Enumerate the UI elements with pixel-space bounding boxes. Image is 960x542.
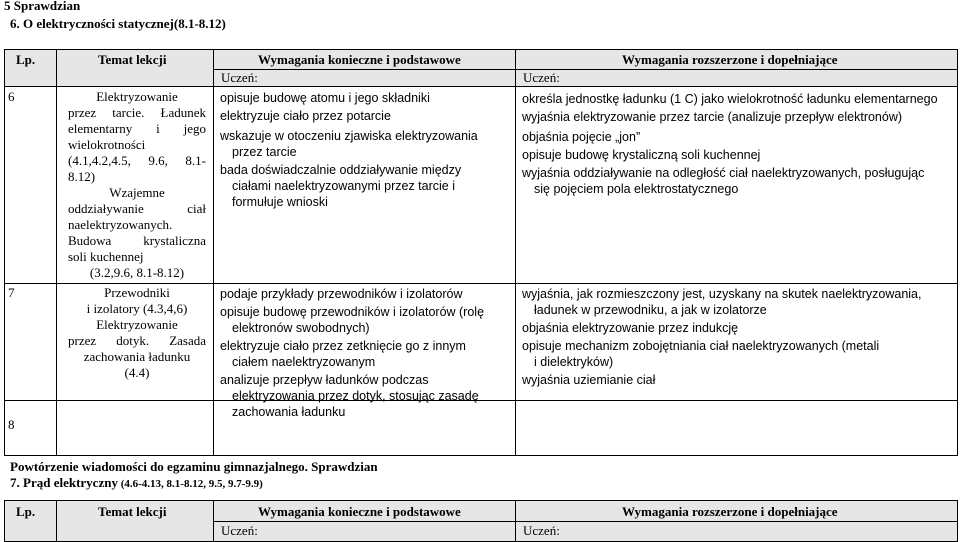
col-extended-header-2: Wymagania rozszerzone i dopełniające xyxy=(622,504,838,519)
requirement-item: elektryzuje ciało przez potarcie xyxy=(220,109,391,123)
requirement-item: elektryzuje ciało przez zetknięcie go z innym xyxy=(220,339,466,353)
chapter-7-refs: (4.6-4.13, 8.1-8.12, 9.5, 9.7-9.9) xyxy=(117,478,263,490)
requirement-item-cont: przez tarcie xyxy=(232,145,297,159)
requirement-item: opisuje budowę atomu i jego składniki xyxy=(220,91,430,105)
row-7-topic-line: i izolatory (4.3,4,6) xyxy=(86,301,188,316)
row-6-topic-line: Budowa krystaliczna xyxy=(68,233,206,248)
chapter-7-heading xyxy=(10,475,263,491)
row-6-topic-line: (3.2,9.6, 8.1-8.12) xyxy=(89,265,185,280)
row-6-topic-line: naelektryzowanych. xyxy=(68,217,173,232)
col-extended-header: Wymagania rozszerzone i dopełniające xyxy=(622,52,838,67)
requirement-item: opisuje budowę krystaliczną soli kuchennej xyxy=(522,148,761,162)
chapter-7-title: 7. Prąd elektryczny xyxy=(10,475,118,490)
row-7-topic-line: Przewodniki xyxy=(104,285,170,300)
student-basic-label: Uczeń: xyxy=(221,70,258,85)
row-6-extended-requirements xyxy=(522,91,954,197)
section-heading: 5 Sprawdzian xyxy=(4,0,81,13)
row-6-topic-line: (4.1,4.2,4.5, 9.6, 8.1- xyxy=(68,153,206,168)
row-6-topic-line: wielokrotności xyxy=(68,137,146,152)
requirement-item: objaśnia elektryzowanie przez indukcję xyxy=(522,321,739,335)
row-8-number: 8 xyxy=(8,417,15,432)
requirement-item: wskazuje w otoczeniu zjawiska elektryzowania xyxy=(220,129,478,143)
chapter-heading: 6. O elektryczności statycznej(8.1-8.12) xyxy=(10,16,226,31)
col-basic-header: Wymagania konieczne i podstawowe xyxy=(258,52,461,67)
requirement-item-cont: zachowania ładunku xyxy=(232,405,346,419)
requirement-item-cont: się pojęciem pola elektrostatycznego xyxy=(534,182,739,196)
requirement-item-cont: i dielektryków) xyxy=(534,355,614,369)
requirement-item: bada doświadczalnie oddziaływanie między xyxy=(220,163,462,177)
row-6-topic-line: oddziaływanie ciał xyxy=(68,201,206,216)
row-6-topic-line: 8.12) xyxy=(68,169,96,184)
requirement-item: opisuje budowę przewodników i izolatorów (rolę xyxy=(220,305,485,319)
requirement-item: wyjaśnia, jak rozmieszczony jest, uzyskany na skutek naelektryzowania, xyxy=(522,287,922,301)
requirement-item-cont: elektryzowania przez dotyk, stosując zasadę xyxy=(232,389,479,403)
row-7-topic-line: zachowania ładunku xyxy=(83,349,191,364)
student-ext-label-2: Uczeń: xyxy=(523,523,560,538)
col-topic-header-2: Temat lekcji xyxy=(98,504,167,519)
row-7-topic xyxy=(68,285,206,381)
row-7-topic-line: przez dotyk. Zasada xyxy=(68,333,206,348)
row-6-topic-line: Elektryzowanie xyxy=(96,89,178,104)
row-7-basic-requirements xyxy=(220,286,512,420)
row-6-topic-line: soli kuchennej xyxy=(68,249,144,264)
row-6-basic-requirements xyxy=(220,90,512,210)
row-7-number: 7 xyxy=(8,285,15,300)
requirement-item: wyjaśnia elektryzowanie przez tarcie (analizuje przepływ elektronów) xyxy=(522,110,903,124)
col-lp-header: Lp. xyxy=(16,52,36,67)
row-6-topic xyxy=(68,89,206,281)
row-6-topic-line: przez tarcie. Ładunek xyxy=(68,105,206,120)
requirement-item-cont: elektronów swobodnych) xyxy=(232,321,370,335)
requirement-item-cont: ciałami naelektryzowanymi przez tarcie i xyxy=(232,179,455,193)
review-text: Powtórzenie wiadomości do egzaminu gimnazjalnego. Sprawdzian xyxy=(10,459,378,474)
student-ext-label: Uczeń: xyxy=(523,70,560,85)
requirement-item: objaśnia pojęcie „jon” xyxy=(522,130,641,144)
requirement-item: podaje przykłady przewodników i izolatorów xyxy=(220,287,463,301)
row-7-topic-line: (4.4) xyxy=(124,365,150,380)
row-6-topic-line: elementarny i jego xyxy=(68,121,206,136)
requirement-item-cont: ładunek w przewodniku, a jak w izolatorze xyxy=(534,303,767,317)
row-6-number: 6 xyxy=(8,89,15,104)
requirement-item: opisuje mechanizm zobojętniania ciał naelektryzowanych (metali xyxy=(522,339,880,353)
col-lp-header-2: Lp. xyxy=(16,504,36,519)
row-7-extended-requirements xyxy=(522,286,954,388)
row-7-topic-line: Elektryzowanie xyxy=(96,317,178,332)
requirement-item: wyjaśnia oddziaływanie na odległość ciał naelektryzowanych, posługując xyxy=(522,166,925,180)
requirement-item-cont: ciałem naelektryzowanym xyxy=(232,355,376,369)
requirement-item: określa jednostkę ładunku (1 C) jako wielokrotność ładunku elementarnego xyxy=(522,92,938,106)
requirement-item: analizuje przepływ ładunków podczas xyxy=(220,373,429,387)
student-basic-label-2: Uczeń: xyxy=(221,523,258,538)
requirement-item-cont: formułuje wnioski xyxy=(232,195,328,209)
col-topic-header: Temat lekcji xyxy=(98,52,167,67)
col-basic-header-2: Wymagania konieczne i podstawowe xyxy=(258,504,461,519)
row-6-topic-line: Wzajemne xyxy=(109,185,165,200)
requirement-item: wyjaśnia uziemianie ciał xyxy=(522,373,656,387)
